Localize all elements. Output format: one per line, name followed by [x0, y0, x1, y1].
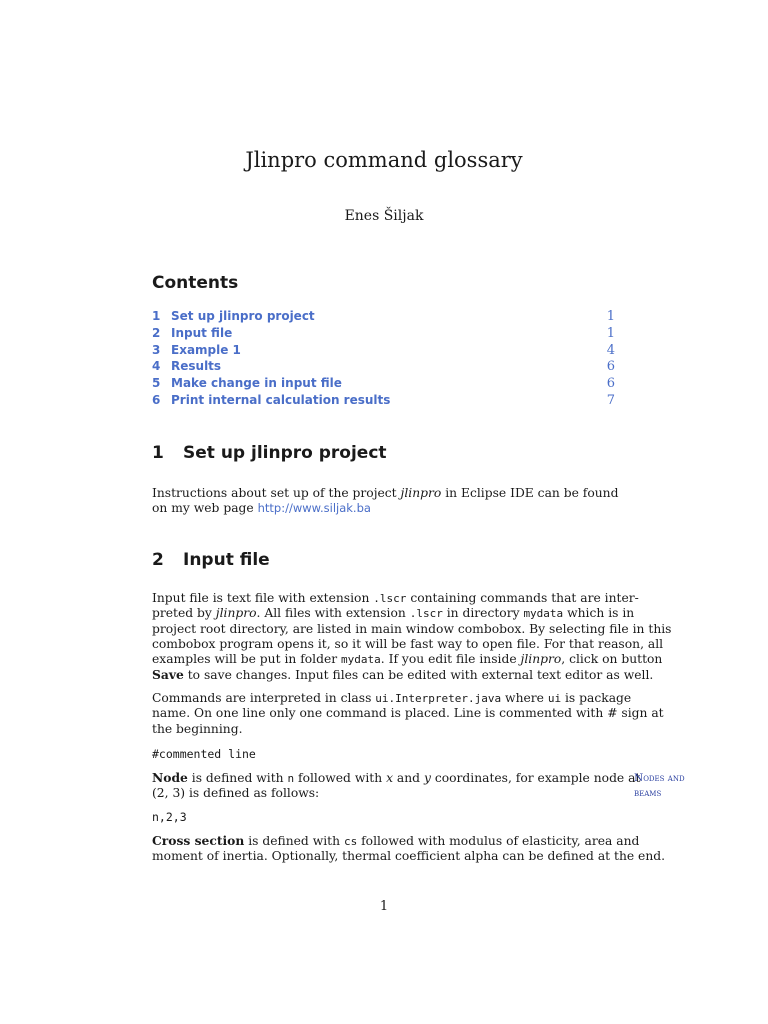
code: .lscr [373, 592, 407, 605]
toc-page: 6 [606, 359, 615, 375]
text: in Eclipse IDE can be found [441, 486, 619, 500]
text: followed with modulus of elasticity, area and [357, 834, 640, 848]
author: Enes Šiljak [344, 208, 424, 224]
text-line: combobox program opens it, so it will be fast way to open file. For that reason, all [152, 636, 664, 651]
toc-page: 6 [606, 376, 615, 392]
text: containing commands that are inter- [406, 591, 639, 605]
text: Input file is text file with extension [152, 591, 374, 605]
code: cs [343, 835, 358, 848]
text: is package [561, 691, 632, 705]
text: which is in [563, 606, 635, 621]
text: in directory [442, 606, 524, 621]
page-number: 1 [379, 899, 389, 914]
toc-entry-2[interactable] [152, 326, 615, 343]
text: , click on button [561, 652, 663, 667]
strong-text: Save [152, 667, 184, 683]
toc-number: 1 [152, 309, 161, 323]
text: on my web page [152, 501, 258, 516]
text: is defined with [187, 771, 288, 785]
text: to save changes. Input files can be edited with external text editor as well. [183, 668, 654, 683]
section-title: Set up jlinpro project [183, 443, 387, 463]
emphasis: jlinpro [400, 486, 442, 500]
code: ui [547, 692, 562, 705]
emphasis: jlinpro [520, 652, 562, 667]
toc-title: Make change in input file [171, 376, 342, 391]
toc-entry-3[interactable] [152, 343, 615, 360]
strong-text: Cross section [152, 833, 245, 848]
text: . All files with extension [256, 606, 410, 621]
toc-number: 4 [152, 359, 161, 374]
text-line: project root directory, are listed in main window combobox. By selecting file in this [152, 621, 672, 636]
text: preted by [152, 606, 216, 621]
code: ui.Interpreter.java [375, 692, 502, 705]
toc-entry-4[interactable] [152, 359, 615, 376]
code: n [287, 772, 295, 785]
code-block-comment: #commented line [152, 747, 256, 761]
toc-title: Print internal calculation results [171, 392, 391, 407]
text: Instructions about set up of the project [152, 486, 401, 500]
code: mydata [523, 607, 564, 621]
strong-text: Node [152, 770, 188, 785]
website-link[interactable]: http://www.siljak.ba [257, 501, 371, 516]
math-variable: y [423, 771, 431, 785]
code: mydata [341, 653, 381, 667]
margin-note-line: Nodes and [634, 772, 685, 784]
section-number: 1 [152, 443, 164, 463]
toc-page: 1 [606, 309, 615, 324]
text: Commands are interpreted in class [152, 691, 376, 705]
toc-number: 2 [152, 325, 161, 340]
text: examples will be put in folder [152, 652, 342, 667]
toc-title: Set up jlinpro project [171, 309, 315, 323]
margin-note [634, 771, 724, 801]
code-block-node: n,2,3 [152, 810, 187, 824]
text-line: name. On one line only one command is placed. Line is commented with # sign at [152, 706, 664, 721]
toc-page: 4 [606, 342, 615, 358]
text: is defined with [244, 834, 344, 848]
toc-title: Results [171, 359, 222, 374]
text-line: (2, 3) is defined as follows: [152, 786, 320, 801]
section-title: Input file [183, 550, 270, 570]
table-of-contents [152, 309, 615, 410]
toc-number: 6 [152, 392, 161, 407]
section-2-paragraph-1 [152, 591, 672, 684]
math-variable: x [386, 771, 394, 785]
section-2-paragraph-2 [152, 691, 664, 737]
toc-page: 1 [606, 325, 615, 341]
toc-number: 5 [152, 376, 161, 391]
text: followed with [294, 771, 387, 785]
document-title: Jlinpro command glossary [245, 148, 523, 172]
section-2-paragraph-4 [152, 833, 666, 865]
text: coordinates, for example node at [430, 771, 641, 785]
text: . If you edit file inside [380, 652, 521, 667]
toc-entry-1[interactable] [152, 309, 615, 326]
contents-heading: Contents [152, 273, 239, 293]
text: where [501, 691, 548, 705]
toc-page: 7 [606, 392, 615, 408]
toc-entry-6[interactable] [152, 393, 615, 410]
toc-title: Example 1 [171, 342, 241, 357]
section-1-heading [152, 443, 387, 463]
text: and [393, 771, 424, 785]
emphasis: jlinpro [215, 606, 257, 621]
margin-note-line: beams [634, 787, 662, 799]
toc-title: Input file [171, 325, 233, 340]
section-1-paragraph [152, 486, 619, 517]
text-line: moment of inertia. Optionally, thermal coefficient alpha can be defined at the end. [152, 849, 666, 864]
text-line: the beginning. [152, 721, 243, 736]
section-2-paragraph-3 [152, 770, 641, 802]
section-2-heading [152, 550, 270, 570]
toc-number: 3 [152, 342, 161, 357]
toc-entry-5[interactable] [152, 376, 615, 393]
code: .lscr [409, 607, 443, 621]
section-number: 2 [152, 550, 164, 570]
